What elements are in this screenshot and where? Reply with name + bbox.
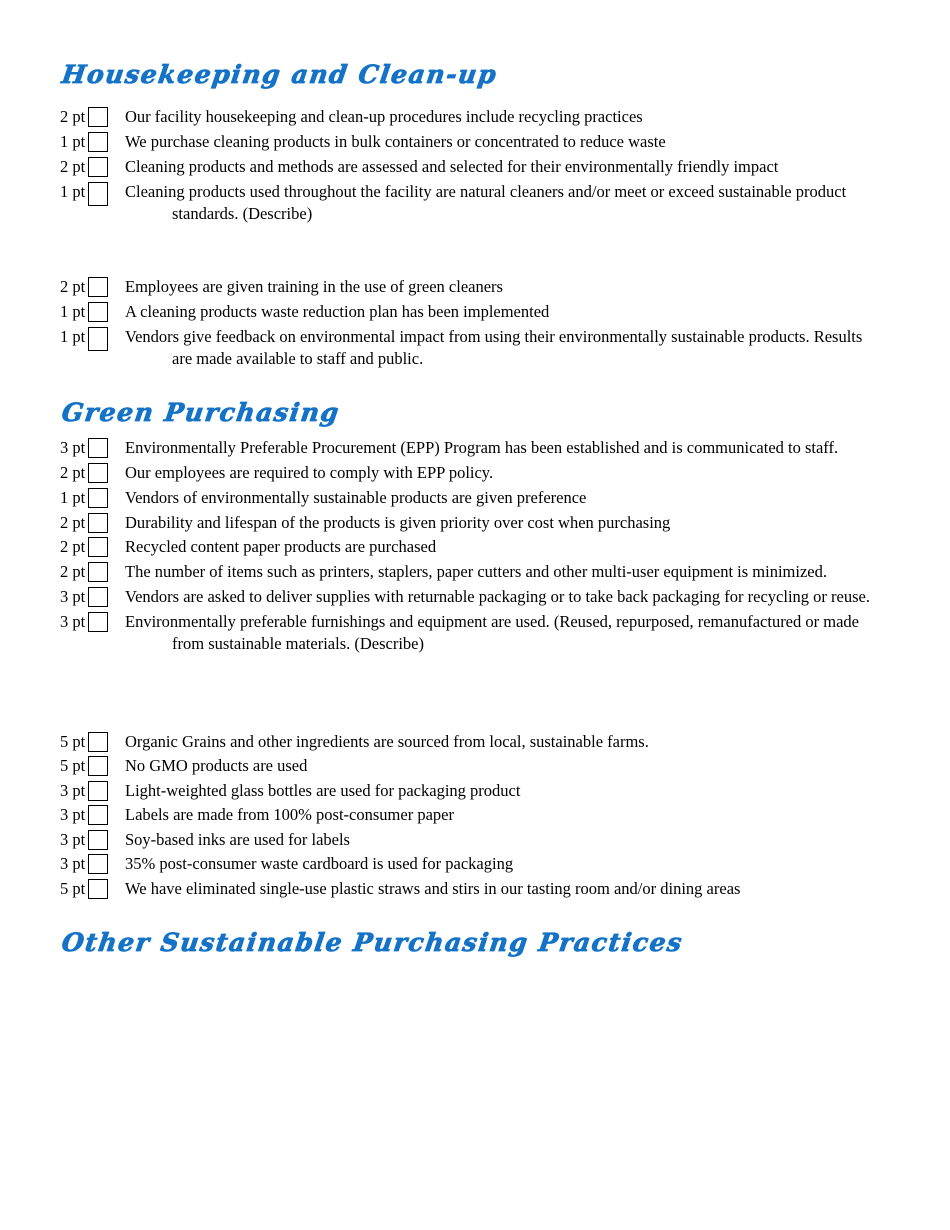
- item-text: Soy-based inks are used for labels: [125, 830, 350, 849]
- checkbox[interactable]: [88, 587, 108, 607]
- points-label: 3 pt: [60, 438, 86, 457]
- checkbox[interactable]: [88, 879, 108, 899]
- item-text-continuation: standards. (Describe): [172, 204, 313, 223]
- checkbox[interactable]: [88, 537, 108, 557]
- checkbox[interactable]: [88, 732, 108, 752]
- item-text: Labels are made from 100% post-consumer paper: [125, 805, 454, 824]
- points-label: 3 pt: [60, 830, 86, 849]
- checkbox[interactable]: [88, 781, 108, 801]
- checkbox[interactable]: [88, 132, 108, 152]
- checkbox[interactable]: [88, 612, 108, 632]
- item-text: The number of items such as printers, staplers, paper cutters and other multi-user equipment is minimized.: [125, 562, 827, 581]
- checkbox[interactable]: [88, 302, 108, 322]
- points-label: 1 pt: [60, 327, 86, 346]
- points-label: 3 pt: [60, 587, 86, 606]
- section-title-housekeeping: Housekeeping and Clean-up: [60, 60, 500, 89]
- points-label: 2 pt: [60, 157, 86, 176]
- item-text: Environmentally Preferable Procurement (EPP) Program has been established and is communicated to staff.: [125, 438, 839, 457]
- checkbox[interactable]: [88, 513, 108, 533]
- checkbox[interactable]: [88, 438, 108, 458]
- item-text: Organic Grains and other ingredients are sourced from local, sustainable farms.: [125, 732, 649, 751]
- item-text: Vendors give feedback on environmental impact from using their environmentally sustainable products. Results: [125, 327, 863, 346]
- checkbox[interactable]: [88, 488, 108, 508]
- checkbox[interactable]: [88, 157, 108, 177]
- item-text: A cleaning products waste reduction plan has been implemented: [125, 302, 550, 321]
- points-label: 2 pt: [60, 537, 86, 556]
- item-text: Cleaning products and methods are assessed and selected for their environmentally friendly impact: [125, 157, 779, 176]
- points-label: 1 pt: [60, 132, 86, 151]
- points-label: 1 pt: [60, 488, 86, 507]
- item-text: Vendors are asked to deliver supplies with returnable packaging or to take back packaging for recycling or reuse.: [125, 587, 870, 606]
- item-text-continuation: from sustainable materials. (Describe): [172, 634, 424, 653]
- points-label: 5 pt: [60, 732, 86, 751]
- checkbox[interactable]: [88, 830, 108, 850]
- item-text: We purchase cleaning products in bulk containers or concentrated to reduce waste: [125, 132, 666, 151]
- item-text: Vendors of environmentally sustainable products are given preference: [125, 488, 587, 507]
- item-text: Light-weighted glass bottles are used for packaging product: [125, 781, 521, 800]
- checkbox[interactable]: [88, 277, 108, 297]
- checkbox[interactable]: [88, 463, 108, 483]
- points-label: 3 pt: [60, 781, 86, 800]
- points-label: 5 pt: [60, 879, 86, 898]
- item-text: Employees are given training in the use of green cleaners: [125, 277, 503, 296]
- points-label: 3 pt: [60, 612, 86, 631]
- item-text: Our employees are required to comply with EPP policy.: [125, 463, 494, 482]
- checkbox[interactable]: [88, 562, 108, 582]
- section-title-other-practices: Other Sustainable Purchasing Practices: [60, 928, 685, 957]
- item-text: Durability and lifespan of the products is given priority over cost when purchasing: [125, 513, 671, 532]
- item-text-continuation: are made available to staff and public.: [172, 349, 424, 368]
- points-label: 2 pt: [60, 107, 86, 126]
- points-label: 3 pt: [60, 854, 86, 873]
- checkbox[interactable]: [88, 805, 108, 825]
- points-label: 1 pt: [60, 182, 86, 201]
- item-text: Environmentally preferable furnishings and equipment are used. (Reused, repurposed, remanufactured or made: [125, 612, 859, 631]
- section-title-green-purchasing: Green Purchasing: [60, 398, 342, 427]
- checkbox[interactable]: [88, 854, 108, 874]
- item-text: No GMO products are used: [125, 756, 308, 775]
- item-text: We have eliminated single-use plastic straws and stirs in our tasting room and/or dining areas: [125, 879, 741, 898]
- points-label: 2 pt: [60, 513, 86, 532]
- checkbox[interactable]: [88, 756, 108, 776]
- points-label: 1 pt: [60, 302, 86, 321]
- points-label: 2 pt: [60, 277, 86, 296]
- checkbox[interactable]: [88, 182, 108, 206]
- points-label: 3 pt: [60, 805, 86, 824]
- points-label: 2 pt: [60, 562, 86, 581]
- item-text: Recycled content paper products are purchased: [125, 537, 437, 556]
- checkbox[interactable]: [88, 107, 108, 127]
- checkbox[interactable]: [88, 327, 108, 351]
- item-text: Our facility housekeeping and clean-up procedures include recycling practices: [125, 107, 643, 126]
- item-text: 35% post-consumer waste cardboard is used for packaging: [125, 854, 514, 873]
- points-label: 2 pt: [60, 463, 86, 482]
- item-text: Cleaning products used throughout the facility are natural cleaners and/or meet or exceed sustainable product: [125, 182, 847, 201]
- points-label: 5 pt: [60, 756, 86, 775]
